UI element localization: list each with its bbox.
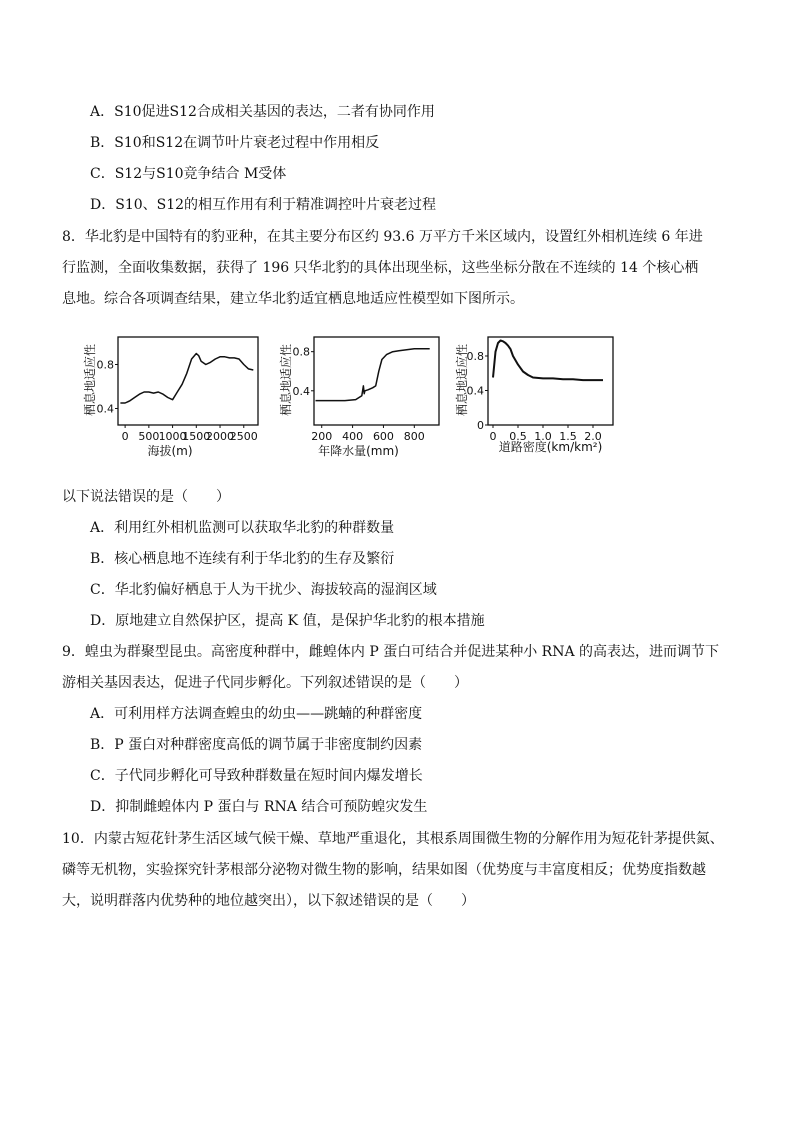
y-tick-label: 0.8 (96, 358, 114, 372)
x-tick-label: 2500 (229, 430, 258, 443)
q10-stem-line-3: 大，说明群落内优势种的地位越突出），以下叙述错误的是（ ） (62, 893, 475, 909)
x-tick-label: 1.0 (534, 430, 552, 443)
q8-stem-line-3: 息地。综合各项调查结果，建立华北豹适宜栖息地适应性模型如下图所示。 (62, 291, 524, 307)
y-tick-label: 0.4 (292, 384, 310, 398)
series-line (120, 354, 253, 404)
q8-option-a: A．利用红外相机监测可以获取华北豹的种群数量 (90, 520, 395, 536)
y-tick-label: 0.8 (292, 345, 310, 359)
chart-frame (488, 337, 613, 425)
y-tick-label: 0.8 (466, 349, 484, 363)
chart-road-density (454, 337, 613, 454)
x-tick-label: 500 (138, 430, 160, 443)
x-tick-label: 400 (342, 430, 364, 443)
q8-stem-line-1: 8．华北豹是中国特有的豹亚种，在其主要分布区约 93.6 万平方千米区域内，设置红外相机连续 6 年进 (62, 229, 703, 245)
q8-option-b: B．核心栖息地不连续有利于华北豹的生存及繁衍 (90, 551, 395, 567)
x-tick-label: 2.0 (584, 430, 602, 443)
q8-option-c: C．华北豹偏好栖息于人为干扰少、海拔较高的湿润区域 (90, 582, 437, 598)
series-line (316, 349, 430, 401)
x-tick-label: 0.5 (509, 430, 527, 443)
y-tick-label: 0 (477, 419, 484, 432)
chart-frame (118, 337, 258, 425)
q7-option-d: D．S10、S12的相互作用有利于精准调控叶片衰老过程 (90, 197, 437, 213)
x-tick-label: 200 (311, 430, 333, 443)
q10-stem-line-2: 磷等无机物，实验探究针茅根部分泌物对微生物的影响，结果如图（优势度与丰富度相反；优势度指数越 (62, 862, 706, 878)
x-tick-label: 1500 (182, 430, 211, 443)
q9-option-b: B．P 蛋白对种群密度高低的调节属于非密度制约因素 (90, 737, 423, 753)
q9-option-d: D．抑制雌蝗体内 P 蛋白与 RNA 结合可预防蝗灾发生 (90, 799, 428, 815)
chart-precipitation (278, 337, 439, 458)
x-axis-label: 年降水量(mm) (318, 444, 399, 458)
q9-stem-line-1: 9．蝗虫为群聚型昆虫。高密度种群中，雌蝗体内 P 蛋白可结合并促进某种小 RNA 的高表达，进而调节下 (62, 644, 720, 660)
x-tick-label: 1000 (158, 430, 187, 443)
q10-stem-line-1: 10．内蒙古短花针茅生活区域气候干燥、草地严重退化，其根系周围微生物的分解作用为短花针茅提供氮、 (62, 831, 724, 847)
x-tick-label: 0 (121, 430, 129, 443)
y-tick-label: 0.4 (96, 402, 114, 416)
chart-frame (314, 337, 439, 425)
chart-altitude (82, 337, 258, 458)
x-axis-label: 道路密度(km/km²) (498, 440, 603, 454)
x-axis-label: 海拔(m) (147, 444, 193, 458)
x-tick-label: 2000 (206, 430, 235, 443)
x-tick-label: 1.5 (559, 430, 577, 443)
q8-option-d: D．原地建立自然保护区，提高 K 值，是保护华北豹的根本措施 (90, 613, 485, 629)
series-line (493, 341, 603, 381)
q9-option-a: A．可利用样方法调查蝗虫的幼虫——跳蝻的种群密度 (90, 706, 423, 722)
x-tick-label: 600 (372, 430, 394, 443)
q8-stem-line-2: 行监测，全面收集数据，获得了 196 只华北豹的具体出现坐标，这些坐标分散在不连续的 14 个核心栖 (62, 260, 699, 276)
q7-option-b: B．S10和S12在调节叶片衰老过程中作用相反 (90, 135, 380, 151)
x-tick-label: 0 (489, 430, 497, 443)
q7-option-c: C．S12与S10竞争结合 M受体 (90, 166, 287, 182)
q9-stem-line-2: 游相关基因表达，促进子代同步孵化。下列叙述错误的是（ ） (62, 675, 468, 691)
y-axis-label: 栖息地适应性 (279, 343, 293, 417)
q7-option-a: A．S10促进S12合成相关基因的表达，二者有协同作用 (90, 104, 435, 120)
q9-option-c: C．子代同步孵化可导致种群数量在短时间内爆发增长 (90, 768, 423, 784)
y-axis-label: 栖息地适应性 (83, 343, 97, 417)
x-tick-label: 800 (403, 430, 425, 443)
q8-question: 以下说法错误的是（ ） (62, 489, 230, 505)
y-axis-label: 栖息地适应性 (455, 343, 469, 417)
y-tick-label: 0.4 (466, 384, 484, 398)
